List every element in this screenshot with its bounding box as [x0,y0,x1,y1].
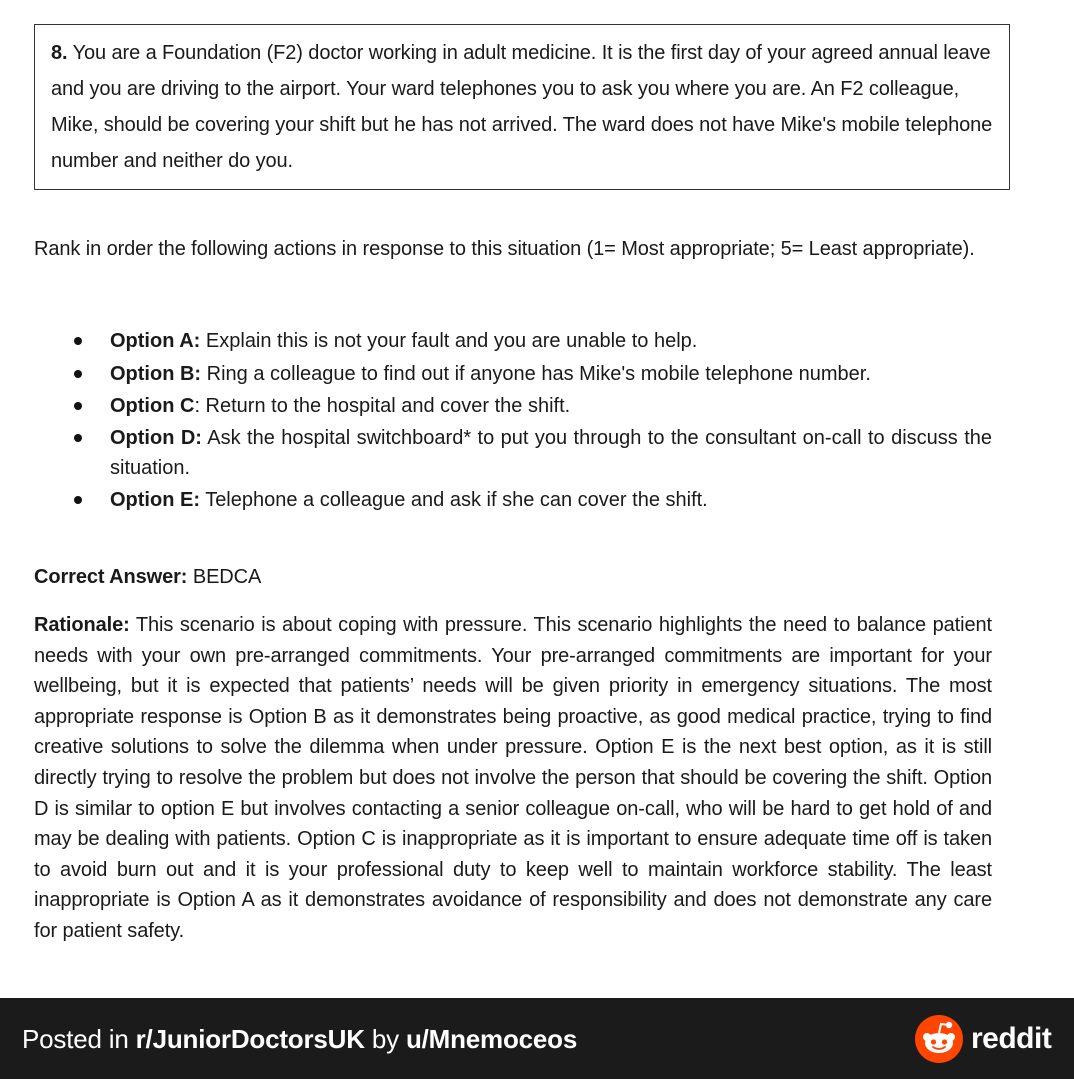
rationale [34,610,992,947]
reddit-logo[interactable] [915,1015,1065,1063]
option-c [110,391,992,421]
correct-answer [34,561,992,593]
option-label: Option E: [110,489,200,511]
question-text: You are a Foundation (F2) doctor working in adult medicine. It is the first day of your agreed annual leave and you are driving to the airport. Your ward telephones you to ask you where you are. An F2 colleague, Mike, should be covering your shift but he has not arrived. The ward does not have Mike's mobile telephone number and neither do you. [51,42,993,172]
post-attribution [22,1022,577,1056]
option-label: Option A: [110,330,201,352]
question-box [34,24,1010,190]
option-a [110,326,992,356]
bullet-icon [74,496,82,504]
option-e [110,485,992,515]
instructions: Rank in order the following actions in response to this situation (1= Most appropriate; 5= Least appropriate). [34,238,975,260]
user-link[interactable]: u/Mnemoceos [405,1024,578,1054]
reddit-footer [0,998,1074,1079]
subreddit-link[interactable]: r/JuniorDoctorsUK [135,1024,365,1054]
bullet-icon [74,370,82,378]
option-text: : Return to the hospital and cover the shift. [194,395,571,417]
option-text: Telephone a colleague and ask if she can cover the shift. [205,489,708,511]
posted-prefix: Posted in [22,1024,136,1054]
rationale-text: This scenario is about coping with pressure. This scenario highlights the need to balance patient needs with your own pre-arranged commitments. Your pre-arranged commitments are important for your wellbeing, but it is expected that patients’ needs will be given priority in emergency situations. The most appropriate response is Option B as it demonstrates being proactive, as good medical practice, trying to find creative solutions to solve the dilemma when under pressure. Option E is the next best option, as it is still directly trying to resolve the problem but does not involve the person that should be covering the shift. Option D is similar to option E but involves contacting a senior colleague on-call, who will be hard to get hold of and may be dealing with patients. Option C is inappropriate as it is important to ensure adequate time off is taken to avoid burn out and it is your professional duty to keep well to maintain workforce stability. The least inappropriate is Option A as it demonstrates avoidance of responsibility and does not demonstrate any care for patient safety. [34,614,992,942]
reddit-snoo-icon [915,1015,963,1063]
answer-label: Correct Answer: [34,566,188,588]
option-text: Ring a colleague to find out if anyone has Mike's mobile telephone number. [206,363,871,385]
reddit-wordmark: reddit [971,1022,1052,1055]
bullet-icon [74,434,82,442]
bullet-icon [74,402,82,410]
rationale-label: Rationale: [34,614,130,636]
option-text: Explain this is not your fault and you are unable to help. [205,330,698,352]
answer-value: BEDCA [192,566,262,588]
option-label: Option B: [110,363,202,385]
option-label: Option D: [110,427,202,449]
bullet-icon [74,337,82,345]
option-b [110,359,992,389]
option-label: Option C [110,395,195,417]
option-text: Ask the hospital switchboard* to put you through to the consultant on-call to discuss the situation. [110,427,993,479]
option-d [110,423,992,483]
question-number: 8. [51,42,68,64]
posted-by: by [364,1024,406,1054]
